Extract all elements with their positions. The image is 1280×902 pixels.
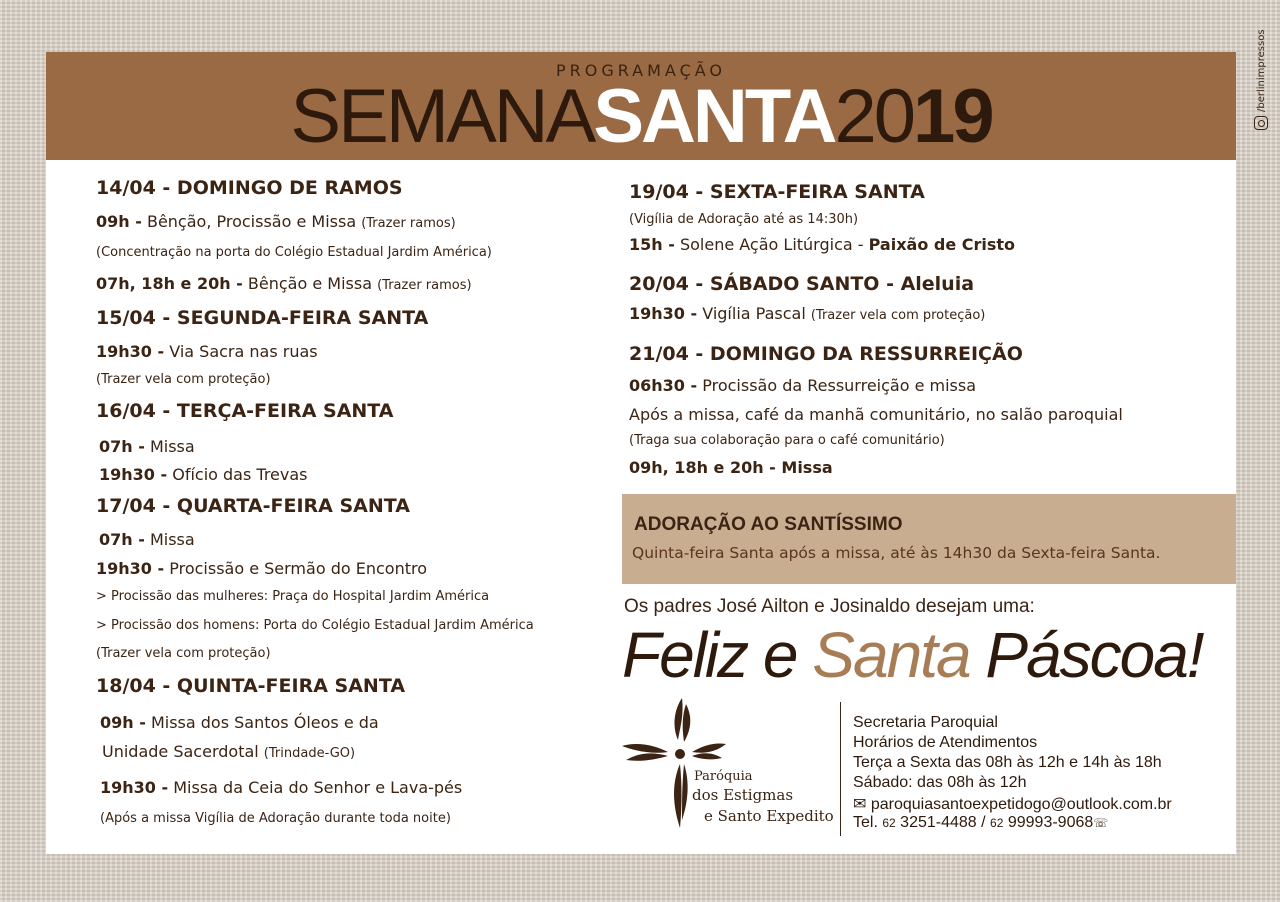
schedule-line: 07h - Missa xyxy=(99,530,195,549)
schedule-note: > Procissão dos homens: Porta do Colégio Estadual Jardim América xyxy=(96,618,534,633)
day-heading: 15/04 - SEGUNDA-FEIRA SANTA xyxy=(96,307,429,329)
whatsapp-icon: ☏ xyxy=(1093,816,1109,830)
adoracao-title: ADORAÇÃO AO SANTÍSSIMO xyxy=(634,514,903,535)
day-heading: 21/04 - DOMINGO DA RESSURREIÇÃO xyxy=(629,343,1023,365)
padres-message: Os padres José Ailton e Josinaldo desejam uma: xyxy=(624,596,1035,617)
schedule-line: 19h30 - Vigília Pascal (Trazer vela com proteção) xyxy=(629,304,986,323)
schedule-line: Após a missa, café da manhã comunitário, no salão paroquial xyxy=(629,405,1123,424)
schedule-note: (Concentração na porta do Colégio Estadual Jardim América) xyxy=(96,245,492,260)
schedule-note: (Trazer vela com proteção) xyxy=(96,372,271,387)
schedule-line: 19h30 - Procissão e Sermão do Encontro xyxy=(96,559,427,578)
schedule-note: (Após a missa Vigília de Adoração durante toda noite) xyxy=(100,811,451,826)
feliz-pascoa: Feliz e Santa Páscoa! xyxy=(622,619,1203,691)
title-year-20: 20 xyxy=(834,74,914,159)
divider xyxy=(840,702,841,836)
title-semana: SEMANA xyxy=(290,74,594,159)
schedule-line: Unidade Sacerdotal (Trindade-GO) xyxy=(102,742,356,761)
secretaria-phones: Tel. 62 3251-4488 / 62 99993-9068☏ xyxy=(853,814,1109,831)
day-heading: 20/04 - SÁBADO SANTO - Aleluia xyxy=(629,273,975,295)
logo-line3: e Santo Expedito xyxy=(704,807,834,825)
logo-line2: dos Estigmas xyxy=(692,786,794,804)
schedule-line: 09h - Bênção, Procissão e Missa (Trazer ramos) xyxy=(96,212,456,231)
secretaria-weekday-hours: Terça a Sexta das 08h às 12h e 14h às 18h xyxy=(853,754,1162,771)
instagram-handle: /berlinimpressos xyxy=(1256,29,1267,112)
secretaria-saturday-hours: Sábado: das 08h às 12h xyxy=(853,774,1027,791)
instagram-icon xyxy=(1254,116,1268,130)
day-heading: 18/04 - QUINTA-FEIRA SANTA xyxy=(96,675,406,697)
schedule-note: (Trazer vela com proteção) xyxy=(96,646,271,661)
schedule-note: > Procissão das mulheres: Praça do Hospital Jardim América xyxy=(96,589,490,604)
day-heading: 19/04 - SEXTA-FEIRA SANTA xyxy=(629,181,925,203)
schedule-line: 19h30 - Missa da Ceia do Senhor e Lava-pés xyxy=(100,778,463,797)
adoracao-text: Quinta-feira Santa após a missa, até às 14h30 da Sexta-feira Santa. xyxy=(632,544,1161,562)
schedule-line: 15h - Solene Ação Litúrgica - Paixão de Cristo xyxy=(629,235,1016,254)
schedule-note: (Traga sua colaboração para o café comunitário) xyxy=(629,433,945,448)
title-santa: SANTA xyxy=(593,74,835,159)
programacao-label: PROGRAMAÇÃO xyxy=(555,61,727,80)
schedule-line: 19h30 - Via Sacra nas ruas xyxy=(96,342,318,361)
logo-line1: Paróquia xyxy=(694,769,753,784)
schedule-line: 19h30 - Ofício das Trevas xyxy=(99,465,308,484)
day-heading: 14/04 - DOMINGO DE RAMOS xyxy=(96,177,403,199)
schedule-line: 07h, 18h e 20h - Bênção e Missa (Trazer ramos) xyxy=(96,274,472,293)
schedule-line: 09h, 18h e 20h - Missa xyxy=(629,458,833,477)
day-heading: 17/04 - QUARTA-FEIRA SANTA xyxy=(96,495,410,517)
mail-icon: ✉ xyxy=(853,796,867,813)
page-title xyxy=(46,74,1236,160)
schedule-note: (Vigília de Adoração até as 14:30h) xyxy=(629,212,859,227)
adoracao-box xyxy=(622,494,1236,584)
schedule-line: 09h - Missa dos Santos Óleos e da xyxy=(100,713,379,732)
header-band xyxy=(46,52,1236,160)
secretaria-hours-title: Horários de Atendimentos xyxy=(853,734,1038,751)
schedule-line: 06h30 - Procissão da Ressurreição e missa xyxy=(629,376,977,395)
schedule-line: 07h - Missa xyxy=(99,437,195,456)
secretaria-title: Secretaria Paroquial xyxy=(853,714,998,731)
secretaria-email[interactable]: ✉ paroquiasantoexpetidogo@outlook.com.br xyxy=(853,796,1172,813)
day-heading: 16/04 - TERÇA-FEIRA SANTA xyxy=(96,400,394,422)
title-year-19: 19 xyxy=(913,74,992,159)
